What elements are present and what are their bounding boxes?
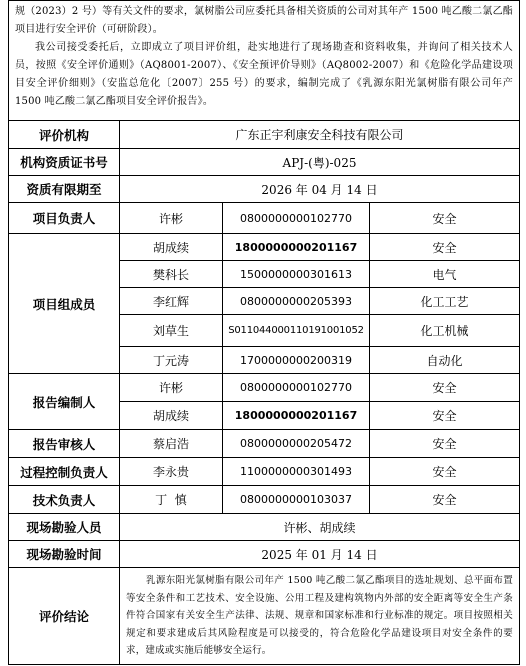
validity-label: 资质有限期至 <box>9 176 120 203</box>
writer-cert: 0800000000102770 <box>223 374 370 402</box>
writer-field: 安全 <box>370 402 520 430</box>
member-cert: 1700000000200319 <box>223 347 370 374</box>
conclusion-text: 乳源东阳光氯树脂有限公司年产 1500 吨乙酸二氯乙酯项目的选址规划、总平面布置等安全条件和工艺技术、安全设施、公用工程及建构筑物内外部的安全距离等安全生产条件符合国家有关安全生产法律、法规、规章和国家标准和行业标准的规定。项目按照相关规定和要求建成后其风险程度是可以接受的，符合危险化学品建设项目对安全条件的要求，建成或实施后能够安全运行。 <box>126 575 513 656</box>
intro-paragraph-1: 规（2023）2 号）等有关文件的要求，氯树脂公司应委托具备相关资质的公司对其年产 1500 吨乙酸二氯乙酯项目进行安全评价（可研阶段）。 <box>15 6 513 35</box>
process-row <box>9 458 520 486</box>
cert-row <box>9 149 520 176</box>
tech-name: 丁 慎 <box>120 486 223 514</box>
reviewer-name: 蔡启浩 <box>120 430 223 458</box>
reviewer-cert: 0800000000205472 <box>223 430 370 458</box>
process-cert: 1100000000301493 <box>223 458 370 486</box>
tech-cert: 0800000000103037 <box>223 486 370 514</box>
leader-label: 项目负责人 <box>9 203 120 234</box>
tech-label: 技术负责人 <box>9 486 120 514</box>
site-time-row <box>9 541 520 568</box>
process-label: 过程控制负责人 <box>9 458 120 486</box>
org-label: 评价机构 <box>9 121 120 149</box>
conclusion-row <box>9 568 520 665</box>
member-cert: 1800000000201167 <box>223 234 370 261</box>
leader-row <box>9 203 520 234</box>
reviewer-row <box>9 430 520 458</box>
member-field: 自动化 <box>370 347 520 374</box>
member-field: 电气 <box>370 261 520 288</box>
site-time-label: 现场勘验时间 <box>9 541 120 568</box>
leader-cert: 0800000000102770 <box>223 203 370 234</box>
member-field: 安全 <box>370 234 520 261</box>
site-time-value: 2025 年 01 月 14 日 <box>120 541 520 568</box>
writers-label: 报告编制人 <box>9 374 120 430</box>
intro-row <box>9 1 520 121</box>
leader-name: 许彬 <box>120 203 223 234</box>
intro-cell <box>9 1 520 121</box>
org-value: 广东正宇利康安全科技有限公司 <box>120 121 520 149</box>
writer-name: 许彬 <box>120 374 223 402</box>
cert-label: 机构资质证书号 <box>9 149 120 176</box>
cert-value: APJ-(粤)-025 <box>120 149 520 176</box>
validity-value: 2026 年 04 月 14 日 <box>120 176 520 203</box>
member-field: 化工工艺 <box>370 288 520 315</box>
writer-field: 安全 <box>370 374 520 402</box>
member-name: 丁元涛 <box>120 347 223 374</box>
org-row <box>9 121 520 149</box>
evaluation-info-sheet <box>8 0 519 660</box>
member-name: 樊科长 <box>120 261 223 288</box>
writer-name: 胡成续 <box>120 402 223 430</box>
member-name: 刘草生 <box>120 315 223 347</box>
intro-paragraph-2: 我公司接受委托后，立即成立了项目评价组，赴实地进行了现场勘查和资料收集，并询问了相关技术人员，按照《安全评价通则》（AQ8001-2007）、《安全预评价导则》（AQ8002-2007）和《危险化学品建设项目安全评价细则》（安监总危化〔2007〕255 号）的要求，编制完成了《乳源东阳光氯树脂有限公司年产 1500 吨乙酸二氯乙酯项目安全评价报告》。 <box>15 42 513 107</box>
reviewer-field: 安全 <box>370 430 520 458</box>
members-label: 项目组成员 <box>9 234 120 374</box>
process-name: 李永贵 <box>120 458 223 486</box>
member-cert: 1500000000301613 <box>223 261 370 288</box>
tech-row <box>9 486 520 514</box>
member-row <box>9 234 520 261</box>
member-name: 李红辉 <box>120 288 223 315</box>
process-field: 安全 <box>370 458 520 486</box>
reviewer-label: 报告审核人 <box>9 430 120 458</box>
site-staff-value: 许彬、胡成续 <box>120 514 520 541</box>
leader-field: 安全 <box>370 203 520 234</box>
tech-field: 安全 <box>370 486 520 514</box>
member-field: 化工机械 <box>370 315 520 347</box>
member-cert: 0800000000205393 <box>223 288 370 315</box>
site-staff-label: 现场勘验人员 <box>9 514 120 541</box>
site-staff-row <box>9 514 520 541</box>
member-name: 胡成续 <box>120 234 223 261</box>
validity-row <box>9 176 520 203</box>
evaluation-info-table <box>8 0 520 665</box>
intro-text <box>15 3 513 111</box>
member-cert: S011044000110191001052 <box>223 315 370 347</box>
conclusion-label: 评价结论 <box>9 568 120 665</box>
writer-row <box>9 374 520 402</box>
conclusion-cell <box>120 568 520 665</box>
writer-cert: 1800000000201167 <box>223 402 370 430</box>
